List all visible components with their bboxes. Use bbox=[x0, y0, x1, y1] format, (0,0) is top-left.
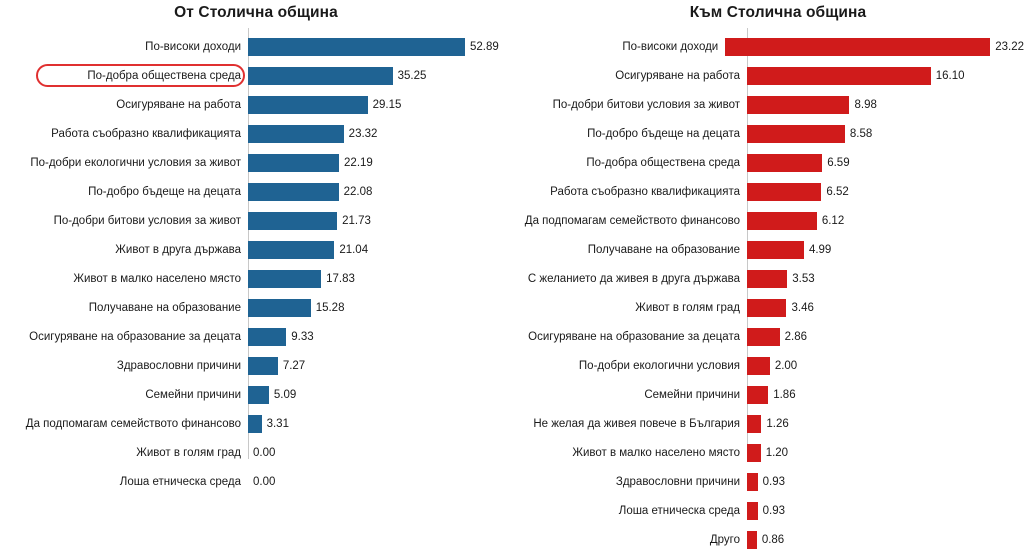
bar-row bbox=[512, 496, 1024, 525]
category-label: Живот в друга държава bbox=[115, 243, 241, 256]
bar-area bbox=[248, 467, 512, 496]
category-label: Семейни причини bbox=[644, 388, 740, 401]
bar-row bbox=[512, 264, 1024, 293]
bar-row bbox=[512, 32, 1024, 61]
bar-value-label: 6.12 bbox=[821, 214, 845, 227]
bar-row bbox=[0, 177, 512, 206]
bar-value-label: 22.19 bbox=[344, 156, 373, 169]
category-label: Здравословни причини bbox=[615, 475, 740, 488]
bar-value-label: 21.73 bbox=[342, 214, 371, 227]
bar-row bbox=[0, 206, 512, 235]
bar-value-label: 6.52 bbox=[826, 185, 849, 198]
bar bbox=[747, 299, 786, 317]
bar bbox=[248, 212, 337, 230]
category-label: По-добри екологични условия за живот bbox=[30, 156, 241, 169]
category-label: Работа съобразно квалификацията bbox=[51, 127, 241, 140]
bar bbox=[747, 67, 931, 85]
bar-area bbox=[747, 467, 1024, 496]
bar-row bbox=[512, 90, 1024, 119]
bar-value-label: 1.86 bbox=[773, 388, 796, 401]
bar-row bbox=[512, 119, 1024, 148]
chart-title-from: От Столична община bbox=[174, 4, 338, 21]
bar bbox=[248, 154, 339, 172]
bar-value-label: 7.27 bbox=[282, 359, 306, 372]
bar-value-label: 1.20 bbox=[765, 446, 789, 459]
bar-value-label: 8.58 bbox=[849, 127, 873, 140]
bar-row bbox=[0, 235, 512, 264]
bar-area bbox=[725, 32, 1024, 61]
bar-row bbox=[0, 32, 512, 61]
bar-area bbox=[248, 322, 512, 351]
bar bbox=[248, 67, 393, 85]
bar-value-label: 2.86 bbox=[784, 330, 808, 343]
category-label: Осигуряване на образование за децата bbox=[528, 330, 740, 343]
category-label: Живот в малко населено място bbox=[572, 446, 740, 459]
category-label: Осигуряване на образование за децата bbox=[29, 330, 241, 343]
bar-area bbox=[248, 61, 512, 90]
bar-area bbox=[747, 322, 1024, 351]
bar-row bbox=[0, 264, 512, 293]
bar bbox=[747, 183, 821, 201]
category-label: По-високи доходи bbox=[145, 40, 241, 53]
bar bbox=[747, 125, 845, 143]
bar-area bbox=[747, 90, 1024, 119]
bar-value-label: 16.10 bbox=[935, 69, 965, 82]
bar-area bbox=[747, 380, 1024, 409]
bar bbox=[248, 386, 269, 404]
category-label: Живот в малко населено място bbox=[73, 272, 241, 285]
bar-rows-from bbox=[0, 32, 512, 496]
category-label: Друго bbox=[709, 533, 740, 546]
bar-area bbox=[747, 206, 1024, 235]
category-label: По-добро бъдеще на децата bbox=[587, 127, 740, 140]
bar-area bbox=[747, 496, 1024, 525]
bar-value-label: 3.53 bbox=[792, 272, 815, 285]
category-label: Семейни причини bbox=[145, 388, 241, 401]
bar-area bbox=[248, 438, 512, 467]
bar bbox=[747, 212, 817, 230]
bar-row bbox=[512, 206, 1024, 235]
bar bbox=[747, 531, 757, 549]
bar-value-label: 1.26 bbox=[766, 417, 789, 430]
bar-row bbox=[0, 322, 512, 351]
category-label: Да подпомагам семейството финансово bbox=[524, 214, 740, 227]
bar-row bbox=[512, 61, 1024, 90]
chart-title-to: Към Столична община bbox=[689, 4, 867, 21]
bar bbox=[747, 386, 768, 404]
bar-area bbox=[248, 148, 512, 177]
bar-value-label: 0.86 bbox=[761, 533, 785, 546]
category-label: Здравословни причини bbox=[116, 359, 241, 372]
bar-row bbox=[0, 293, 512, 322]
bar bbox=[248, 38, 465, 56]
bar-area bbox=[248, 206, 512, 235]
bar-row bbox=[512, 351, 1024, 380]
bar bbox=[747, 96, 849, 114]
bar-area bbox=[248, 293, 512, 322]
bar bbox=[248, 241, 334, 259]
bar-value-label: 35.25 bbox=[397, 69, 427, 82]
bar-value-label: 0.00 bbox=[253, 475, 276, 488]
bar-row bbox=[512, 525, 1024, 554]
bar-row bbox=[512, 467, 1024, 496]
bar-row bbox=[0, 438, 512, 467]
bar-rows-to bbox=[512, 32, 1024, 554]
bar-row bbox=[512, 438, 1024, 467]
bar bbox=[248, 96, 368, 114]
bar bbox=[248, 357, 278, 375]
category-label: Да подпомагам семейството финансово bbox=[25, 417, 241, 430]
chart-panel-to bbox=[512, 0, 1024, 546]
bar-row bbox=[512, 380, 1024, 409]
chart-panel-from bbox=[0, 0, 512, 488]
category-label: По-високи доходи bbox=[622, 40, 719, 53]
category-label: С желанието да живея в друга държава bbox=[527, 272, 740, 285]
bar-value-label: 21.04 bbox=[339, 243, 369, 256]
bar bbox=[747, 154, 822, 172]
bar-area bbox=[248, 119, 512, 148]
category-label: Осигуряване на работа bbox=[615, 69, 740, 82]
category-label: Лоша етническа среда bbox=[618, 504, 740, 517]
bar-value-label: 8.98 bbox=[854, 98, 877, 111]
bar-value-label: 23.22 bbox=[995, 40, 1024, 53]
bar-area bbox=[747, 264, 1024, 293]
bar bbox=[747, 241, 804, 259]
bar bbox=[248, 125, 344, 143]
bar-value-label: 0.93 bbox=[762, 475, 785, 488]
bar bbox=[747, 357, 770, 375]
bar-row bbox=[512, 177, 1024, 206]
bar-value-label: 4.99 bbox=[808, 243, 832, 256]
bar-row bbox=[512, 293, 1024, 322]
category-label: Получаване на образование bbox=[88, 301, 241, 314]
bar-area bbox=[248, 177, 512, 206]
bar-area bbox=[248, 235, 512, 264]
bar-row bbox=[0, 148, 512, 177]
bar-row bbox=[0, 90, 512, 119]
bar-area bbox=[248, 409, 512, 438]
bar-value-label: 0.00 bbox=[253, 446, 276, 459]
bar-row bbox=[0, 351, 512, 380]
bar-value-label: 2.00 bbox=[774, 359, 798, 372]
bar-row bbox=[0, 467, 512, 496]
bar-row bbox=[512, 322, 1024, 351]
category-label: Осигуряване на работа bbox=[116, 98, 241, 111]
bar-area bbox=[747, 351, 1024, 380]
bar-area bbox=[747, 148, 1024, 177]
bar bbox=[747, 473, 758, 491]
bar-value-label: 29.15 bbox=[372, 98, 402, 111]
bar-area bbox=[747, 438, 1024, 467]
bar-value-label: 3.46 bbox=[791, 301, 814, 314]
bar bbox=[725, 38, 990, 56]
category-label: По-добра обществена среда bbox=[87, 69, 241, 82]
bar-area bbox=[747, 119, 1024, 148]
bar-area bbox=[747, 235, 1024, 264]
category-label: По-добри екологични условия bbox=[578, 359, 740, 372]
bar bbox=[747, 502, 758, 520]
category-label: По-добра обществена среда bbox=[586, 156, 740, 169]
bar-value-label: 15.28 bbox=[315, 301, 345, 314]
bar-value-label: 9.33 bbox=[291, 330, 314, 343]
bar-area bbox=[248, 380, 512, 409]
bar bbox=[248, 415, 262, 433]
bar bbox=[248, 270, 321, 288]
bar-area bbox=[747, 525, 1024, 554]
bar-row bbox=[0, 380, 512, 409]
category-label: Получаване на образование bbox=[587, 243, 740, 256]
bar-row bbox=[0, 409, 512, 438]
bar-area bbox=[747, 293, 1024, 322]
bar-value-label: 0.93 bbox=[762, 504, 785, 517]
bar-area bbox=[747, 177, 1024, 206]
bar-area bbox=[747, 61, 1024, 90]
bar-area bbox=[248, 351, 512, 380]
category-label: Живот в голям град bbox=[635, 301, 740, 314]
bar-row bbox=[512, 148, 1024, 177]
bar-value-label: 17.83 bbox=[326, 272, 355, 285]
category-label: По-добро бъдеще на децата bbox=[88, 185, 241, 198]
bar-area bbox=[248, 264, 512, 293]
category-label: По-добри битови условия за живот bbox=[552, 98, 740, 111]
bar bbox=[747, 415, 761, 433]
bar-value-label: 3.31 bbox=[266, 417, 289, 430]
category-label: Живот в голям град bbox=[136, 446, 241, 459]
bar bbox=[248, 299, 311, 317]
bar-value-label: 5.09 bbox=[273, 388, 297, 401]
bar bbox=[248, 183, 339, 201]
category-label: По-добри битови условия за живот bbox=[53, 214, 241, 227]
bar bbox=[248, 328, 286, 346]
category-label: Не желая да живея повече в България bbox=[533, 417, 740, 430]
bar bbox=[747, 328, 780, 346]
bar-value-label: 22.08 bbox=[343, 185, 373, 198]
bar-value-label: 6.59 bbox=[827, 156, 850, 169]
bar bbox=[747, 270, 787, 288]
bar-area bbox=[248, 32, 512, 61]
bar-area bbox=[747, 409, 1024, 438]
bar-value-label: 23.32 bbox=[348, 127, 378, 140]
category-label: Работа съобразно квалификацията bbox=[550, 185, 740, 198]
bar-area bbox=[248, 90, 512, 119]
bar-row bbox=[0, 61, 512, 90]
bar-row bbox=[0, 119, 512, 148]
bar-row bbox=[512, 235, 1024, 264]
category-label: Лоша етническа среда bbox=[119, 475, 241, 488]
bar-row bbox=[512, 409, 1024, 438]
bar-value-label: 52.89 bbox=[470, 40, 499, 53]
